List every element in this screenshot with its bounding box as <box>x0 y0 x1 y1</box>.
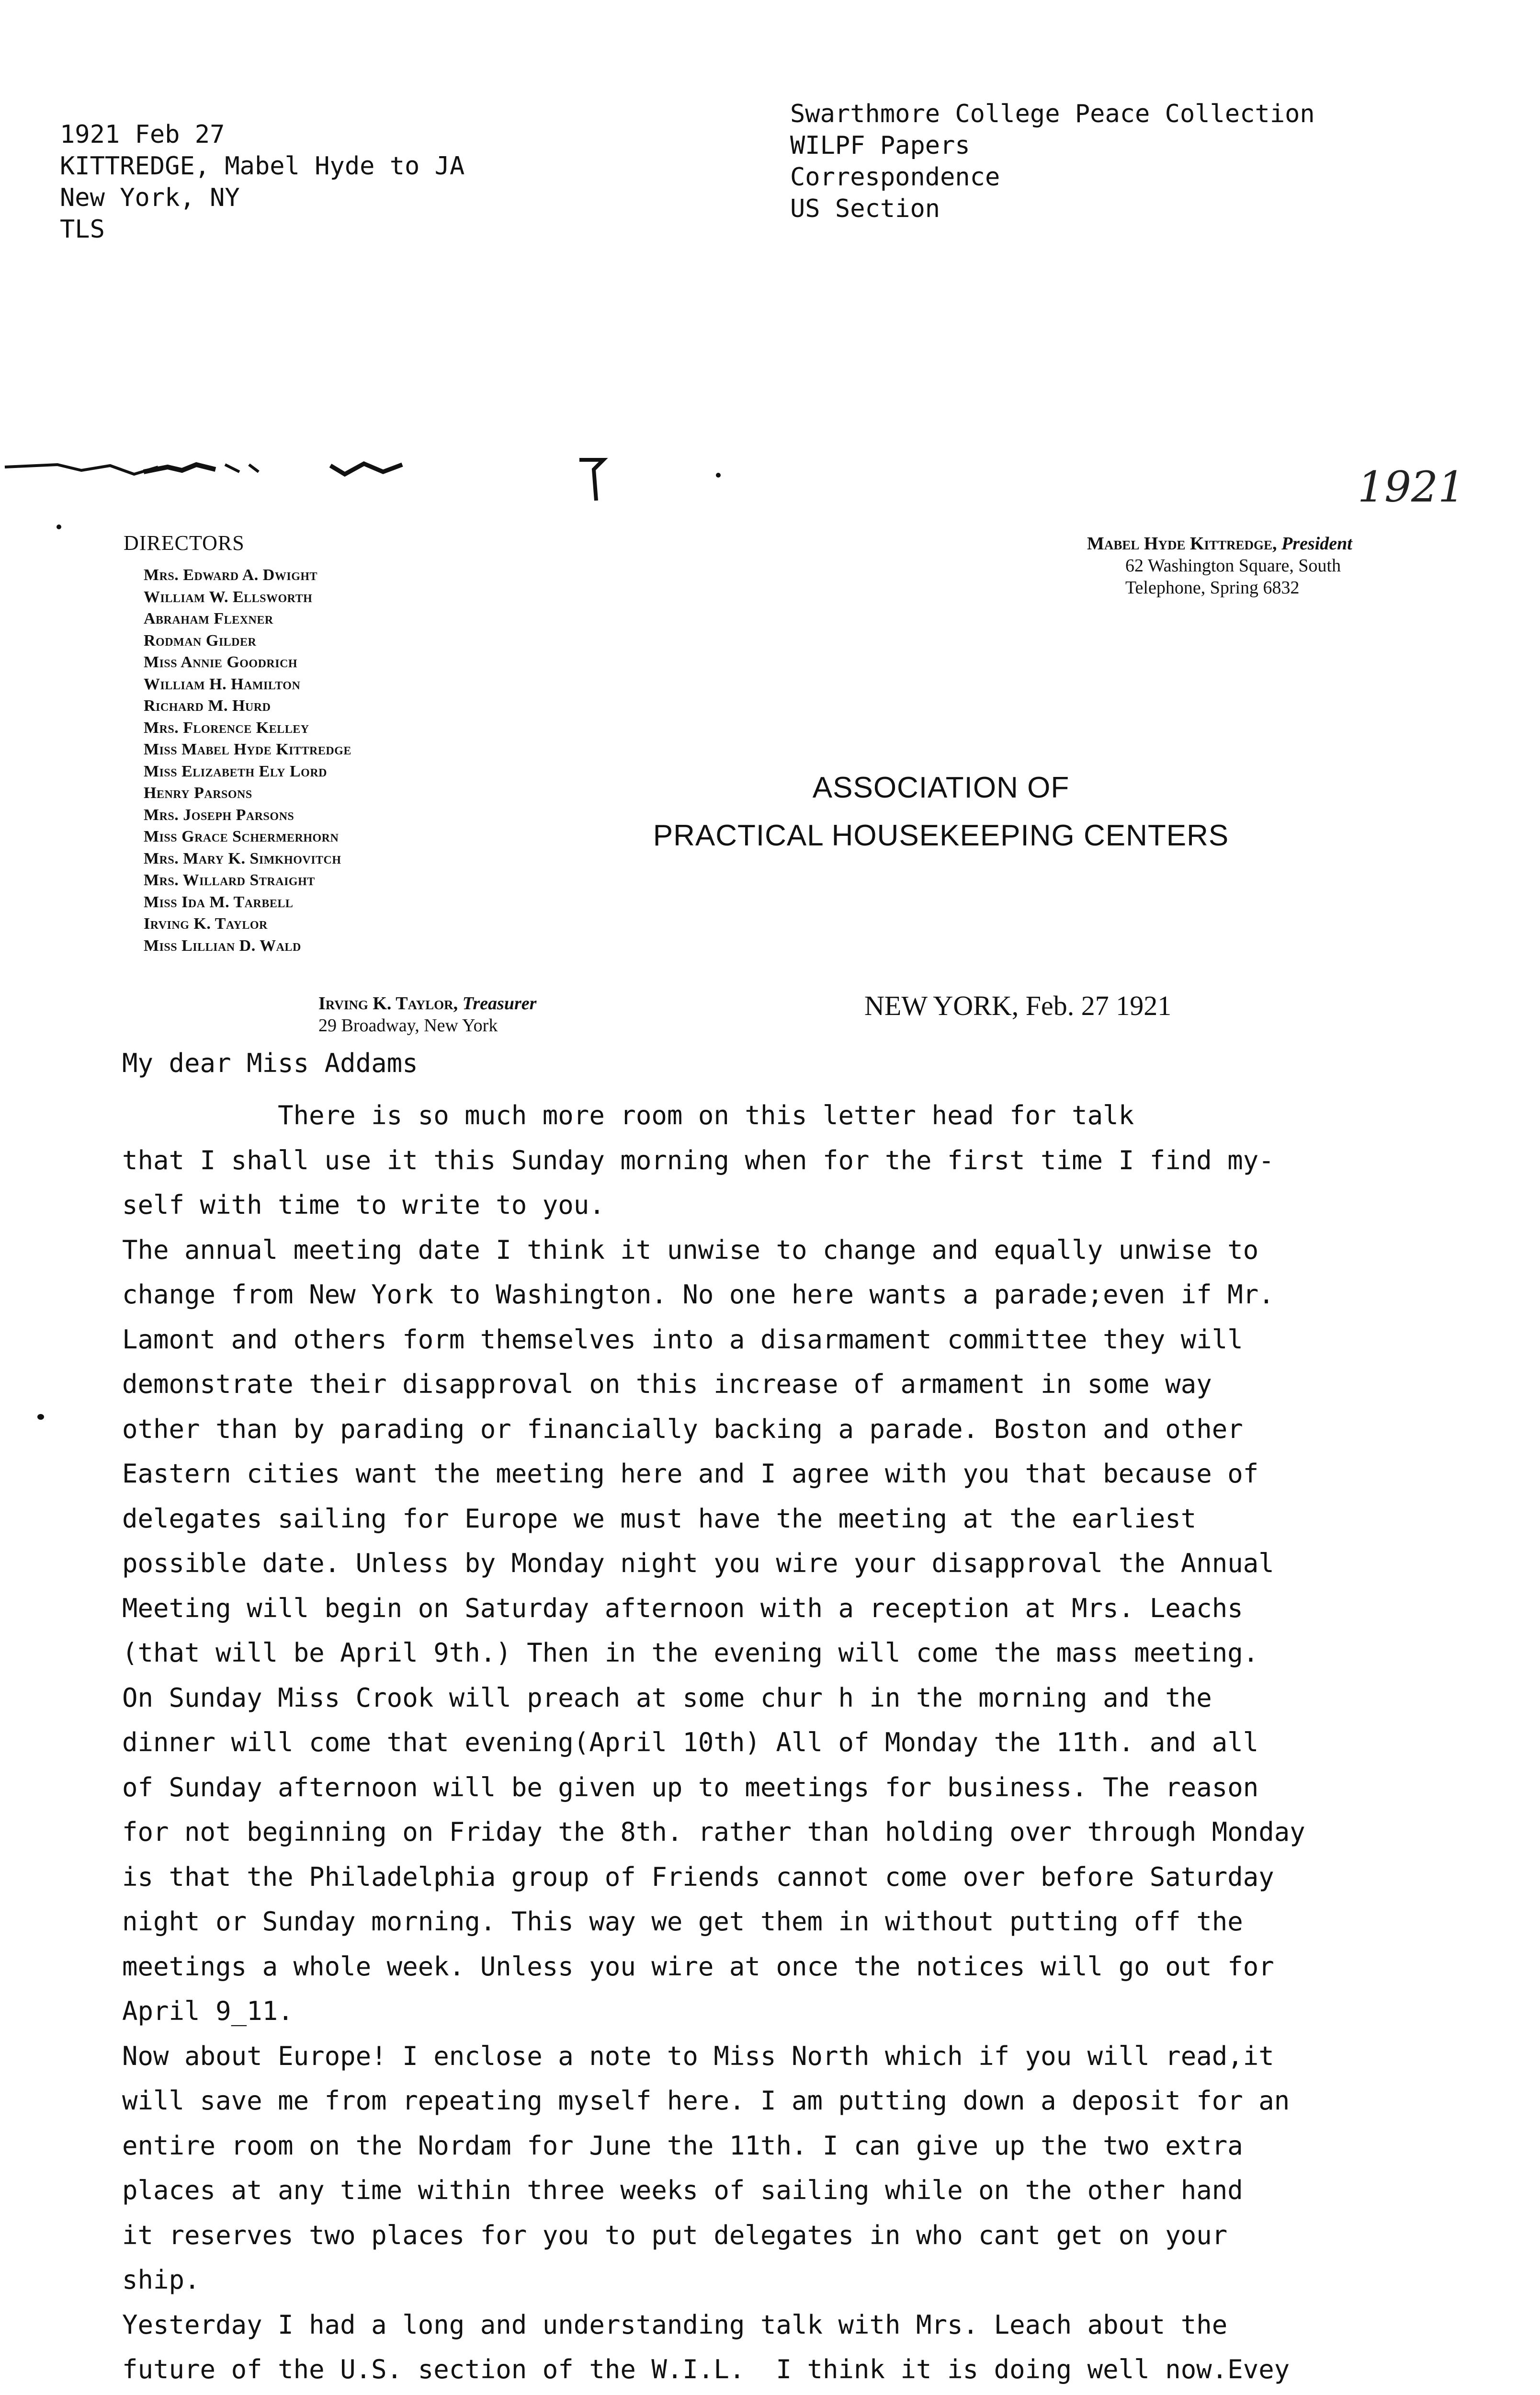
letter-line: future of the U.S. section of the W.I.L. I think it is doing well now.Evey <box>122 2354 1290 2384</box>
collection-papers: WILPF Papers <box>790 131 970 160</box>
letter-line: April 9_11. <box>122 1996 294 2026</box>
letter-line: night or Sunday morning. This way we get them in without putting off the <box>122 1906 1243 1937</box>
archive-date: 1921 Feb 27 <box>60 120 225 149</box>
director-name: Miss Annie Goodrich <box>144 653 298 671</box>
letter-line: possible date. Unless by Monday night you wire your disapproval the Annual <box>122 1548 1274 1578</box>
collection-series: Correspondence <box>790 163 1000 192</box>
letter-line: delegates sailing for Europe we must have the meeting at the earliest <box>122 1503 1197 1534</box>
letter-line: places at any time within three weeks of sailing while on the other hand <box>122 2175 1243 2205</box>
torn-edge-mark <box>5 465 158 474</box>
stray-dot <box>57 525 61 529</box>
treasurer-role: Treasurer <box>462 993 537 1014</box>
stray-dot <box>37 1414 44 1420</box>
stray-dot <box>716 473 721 478</box>
salutation: My dear Miss Addams <box>122 1048 418 1078</box>
letter-line: (that will be April 9th.) Then in the evening will come the mass meeting. <box>122 1638 1259 1668</box>
letter-line: Meeting will begin on Saturday afternoon with a reception at Mrs. Leachs <box>122 1593 1243 1623</box>
treasurer-block <box>318 992 702 1037</box>
director-name: Richard M. Hurd <box>144 697 271 715</box>
archive-type: TLS <box>60 215 105 244</box>
letter-line: change from New York to Washington. No one here wants a parade;even if Mr. <box>122 1279 1274 1310</box>
director-name: Irving K. Taylor <box>144 915 268 933</box>
letter-line: self with time to write to you. <box>122 1190 605 1220</box>
letter-line: it reserves two places for you to put delegates in who cant get on your <box>122 2220 1228 2250</box>
president-address: 62 Washington Square, South <box>1125 556 1341 576</box>
director-name: Abraham Flexner <box>144 610 273 627</box>
letter-line: entire room on the Nordam for June the 11th. I can give up the two extra <box>122 2130 1243 2161</box>
letter-line: for not beginning on Friday the 8th. rather than holding over through Monday <box>122 1817 1305 1847</box>
director-name: Miss Mabel Hyde Kittredge <box>144 741 351 758</box>
letter-line: On Sunday Miss Crook will preach at some chur h in the morning and the <box>122 1682 1212 1713</box>
directors-list <box>144 564 575 957</box>
letter-line: will save me from repeating myself here. I am putting down a deposit for an <box>122 2086 1290 2116</box>
director-name: Henry Parsons <box>144 784 252 802</box>
director-name: Miss Elizabeth Ely Lord <box>144 762 328 780</box>
letter-line: demonstrate their disapproval on this increase of armament in some way <box>122 1369 1212 1399</box>
director-name: Mrs. Joseph Parsons <box>144 806 294 824</box>
letter-body <box>122 1093 1492 2392</box>
letterhead-marks <box>0 445 1540 513</box>
letter-line: Lamont and others form themselves into a disarmament committee they will <box>122 1324 1243 1355</box>
organization-name-line: PRACTICAL HOUSEKEEPING CENTERS <box>653 819 1229 852</box>
letter-line: Eastern cities want the meeting here and I agree with you that because of <box>122 1459 1259 1489</box>
letter-line: There is so much more room on this letter head for talk <box>122 1100 1134 1130</box>
director-name: William W. Ellsworth <box>144 588 313 606</box>
ink-smudge-mark <box>330 464 402 474</box>
treasurer-name: Irving K. Taylor, <box>318 993 458 1014</box>
letter-line: Yesterday I had a long and understanding talk with Mrs. Leach about the <box>122 2309 1228 2340</box>
director-name: Miss Ida M. Tarbell <box>144 893 294 911</box>
ornament-mark <box>579 460 603 501</box>
organization-name <box>623 764 1259 860</box>
president-block <box>1087 533 1518 599</box>
directors-title: DIRECTORS <box>124 531 245 555</box>
director-name: Mrs. Florence Kelley <box>144 718 309 737</box>
letter-line: that I shall use it this Sunday morning when for the first time I find my- <box>122 1145 1274 1175</box>
treasurer-address: 29 Broadway, New York <box>318 1015 498 1036</box>
president-name: Mabel Hyde Kittredge, <box>1087 534 1277 554</box>
collection-section: US Section <box>790 194 940 223</box>
director-name: Rodman Gilder <box>144 631 257 650</box>
archive-label <box>60 119 587 245</box>
dateline: NEW YORK, Feb. 27 1921 <box>864 990 1172 1021</box>
letter-line: dinner will come that evening(April 10th) All of Monday the 11th. and all <box>122 1727 1259 1757</box>
president-phone: Telephone, Spring 6832 <box>1125 578 1300 598</box>
archive-correspondent: KITTREDGE, Mabel Hyde to JA <box>60 152 465 181</box>
collection-label <box>790 98 1437 225</box>
letter-line: is that the Philadelphia group of Friends cannot come over before Saturday <box>122 1861 1274 1892</box>
archive-place: New York, NY <box>60 183 240 212</box>
letter-line: ship. <box>122 2265 200 2295</box>
director-name: Mrs. Willard Straight <box>144 871 315 889</box>
ink-smudge-mark <box>144 465 215 472</box>
director-name: William H. Hamilton <box>144 675 301 693</box>
letter-line: Now about Europe! I enclose a note to Miss North which if you will read,it <box>122 2041 1274 2071</box>
president-role: President <box>1281 534 1352 554</box>
ink-smudge-mark <box>225 465 259 472</box>
letter-line: other than by parading or financially backing a parade. Boston and other <box>122 1414 1243 1444</box>
organization-name-line: ASSOCIATION OF <box>812 771 1070 804</box>
director-name: Miss Lillian D. Wald <box>144 936 301 955</box>
director-name: Mrs. Mary K. Simkhovitch <box>144 849 341 867</box>
director-name: Miss Grace Schermerhorn <box>144 828 339 845</box>
collection-name: Swarthmore College Peace Collection <box>790 100 1315 128</box>
handwritten-year: 1921 <box>1358 462 1465 512</box>
letter-line: meetings a whole week. Unless you wire at once the notices will go out for <box>122 1951 1274 1982</box>
letter-line: of Sunday afternoon will be given up to meetings for business. The reason <box>122 1772 1259 1802</box>
letter-line: The annual meeting date I think it unwise to change and equally unwise to <box>122 1234 1259 1265</box>
director-name: Mrs. Edward A. Dwight <box>144 566 318 584</box>
